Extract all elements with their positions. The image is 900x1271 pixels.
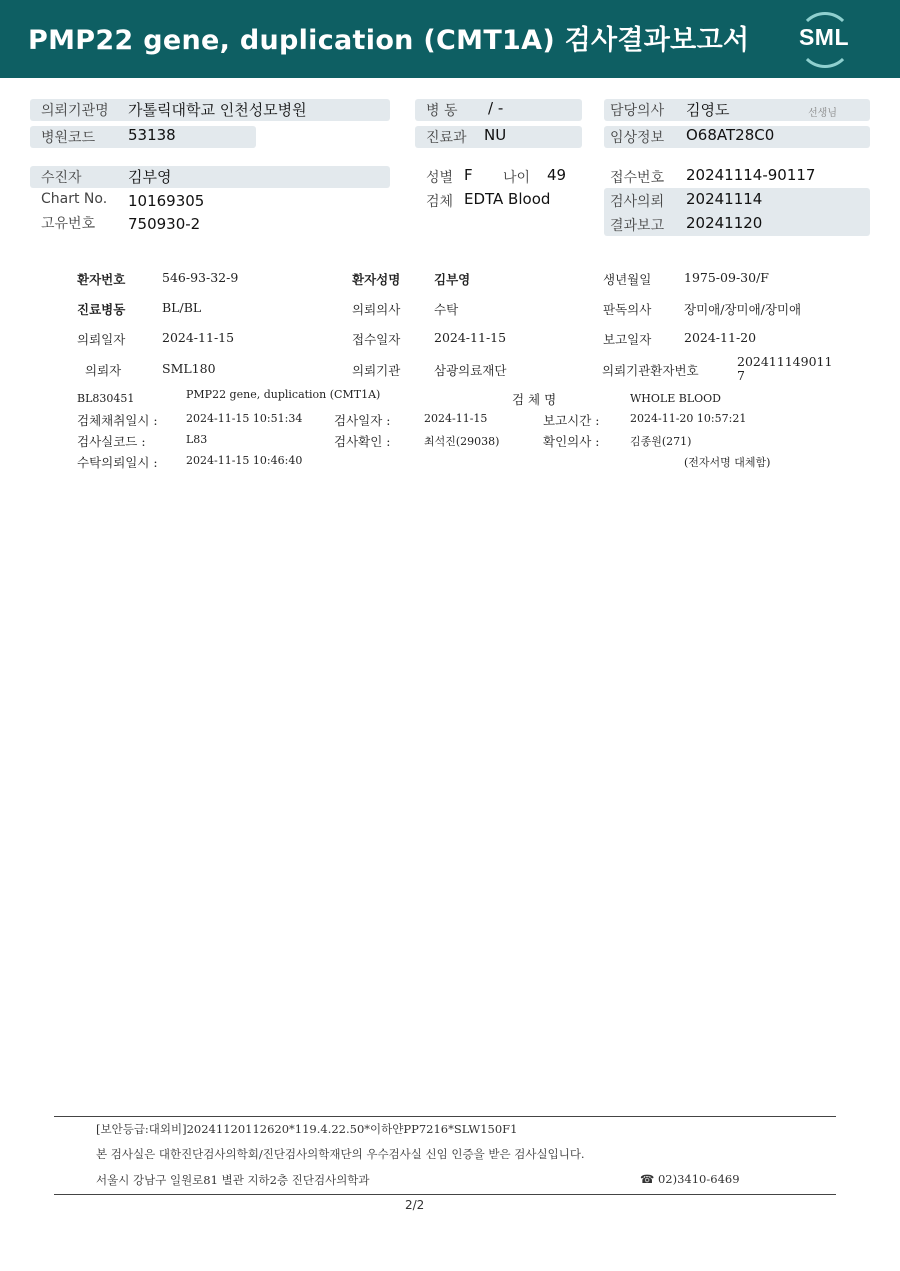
confirmer-value: 김종원(271)	[630, 435, 692, 448]
dob-label: 생년월일	[603, 272, 652, 287]
report-time-label: 보고시간 :	[543, 413, 600, 428]
rep-date-label: 보고일자	[603, 332, 652, 347]
requester-value: SML180	[162, 361, 216, 376]
chart-value: 10169305	[128, 192, 205, 210]
phone-line: ☎ 02)3410-6469	[640, 1172, 740, 1186]
test-date-value: 2024-11-15	[424, 412, 488, 425]
security-line: [보안등급:대외비]20241120112620*119.4.22.50*이하얀PP7216*SLW150F1	[96, 1122, 518, 1136]
consign-label: 수탁의뢰일시 :	[77, 455, 158, 470]
institution-value: 가톨릭대학교 인천성모병원	[128, 101, 307, 119]
req-doctor-value: 수탁	[434, 302, 459, 317]
test-code: BL830451	[77, 392, 135, 405]
confirmer-label: 확인의사 :	[543, 434, 600, 449]
footer-bottom-divider	[54, 1194, 836, 1195]
test-date-label: 검사일자 :	[334, 413, 391, 428]
req-doctor-label: 의뢰의사	[352, 302, 401, 317]
inst-patient-no-value-2: 7	[737, 368, 745, 383]
lab-code-label: 검사실코드 :	[77, 434, 146, 449]
requester-label: 의뢰자	[85, 363, 122, 378]
patient-value: 김부영	[128, 168, 172, 186]
inst-patient-no-value-1: 202411149011	[737, 354, 833, 369]
recv-date-value: 2024-11-15	[434, 330, 507, 345]
specimen-name-label: 검 체 명	[512, 392, 557, 407]
patient-row	[30, 166, 390, 188]
doctor-value: 김영도	[686, 101, 730, 119]
recv-date-label: 접수일자	[352, 332, 401, 347]
request-value: 20241114	[686, 190, 763, 208]
clinical-value: O68AT28C0	[686, 126, 775, 144]
report-label: 결과보고	[610, 218, 665, 234]
dept-value: NU	[484, 126, 507, 144]
collect-label: 검체채취일시 :	[77, 413, 158, 428]
doctor-label: 담당의사	[610, 103, 665, 119]
patient-name-value: 김부영	[434, 272, 471, 287]
unique-label: 고유번호	[41, 216, 96, 232]
receipt-value: 20241114-90117	[686, 166, 816, 184]
hospital-code-value: 53138	[128, 126, 176, 144]
lab-code-value: L83	[186, 433, 208, 446]
collect-value: 2024-11-15 10:51:34	[186, 412, 303, 425]
chart-label: Chart No.	[41, 191, 108, 207]
specimen-value: EDTA Blood	[464, 190, 551, 208]
e-sign-note: (전자서명 대체함)	[684, 456, 771, 469]
doctor-suffix: 선생님	[808, 108, 837, 119]
logo-text: SML	[798, 24, 850, 50]
age-value: 49	[547, 166, 567, 184]
report-title: PMP22 gene, duplication (CMT1A) 검사결과보고서	[28, 25, 750, 56]
reader-value: 장미애/장미애/장미애	[684, 302, 802, 317]
sex-label: 성별	[426, 170, 454, 186]
sml-logo	[792, 10, 856, 70]
sex-value: F	[464, 166, 473, 184]
tester-label: 검사확인 :	[334, 434, 391, 449]
test-name: PMP22 gene, duplication (CMT1A)	[186, 388, 381, 401]
dob-value: 1975-09-30/F	[684, 270, 769, 285]
request-label: 검사의뢰	[610, 194, 665, 210]
institution-label: 의뢰기관명	[41, 103, 109, 119]
report-header	[0, 0, 900, 78]
address-line: 서울시 강남구 일원로81 별관 지하2층 진단검사의학과	[96, 1173, 370, 1187]
patient-name-label: 환자성명	[352, 272, 401, 287]
specimen-name-value: WHOLE BLOOD	[630, 392, 721, 405]
footer-top-divider	[54, 1116, 836, 1117]
req-date-value: 2024-11-15	[162, 330, 235, 345]
ward-code-value: BL/BL	[162, 300, 202, 315]
certification-line: 본 검사실은 대한진단검사의학회/진단검사의학재단의 우수검사실 신임 인증을 받은 검사실입니다.	[96, 1147, 585, 1161]
tester-value: 최석진(29038)	[424, 435, 500, 448]
req-inst-value: 삼광의료재단	[434, 363, 507, 378]
ward-value: / -	[488, 99, 504, 117]
report-time-value: 2024-11-20 10:57:21	[630, 412, 747, 425]
patient-no-label: 환자번호	[77, 272, 126, 287]
inst-patient-no-label: 의뢰기관환자번호	[602, 363, 699, 378]
ward-label: 병 동	[426, 103, 458, 119]
dept-label: 진료과	[426, 130, 467, 146]
patient-label: 수진자	[41, 170, 82, 186]
req-date-label: 의뢰일자	[77, 332, 126, 347]
unique-value: 750930-2	[128, 215, 201, 233]
specimen-label: 검체	[426, 194, 454, 210]
report-value: 20241120	[686, 214, 763, 232]
ward-code-label: 진료병동	[77, 302, 126, 317]
req-inst-label: 의뢰기관	[352, 363, 401, 378]
receipt-label: 접수번호	[610, 170, 665, 186]
consign-value: 2024-11-15 10:46:40	[186, 454, 303, 467]
page-number: 2/2	[405, 1198, 425, 1212]
clinical-label: 임상정보	[610, 130, 665, 146]
patient-no-value: 546-93-32-9	[162, 270, 239, 285]
age-label: 나이	[503, 170, 531, 186]
reader-label: 판독의사	[603, 302, 652, 317]
hospital-code-label: 병원코드	[41, 130, 96, 146]
rep-date-value: 2024-11-20	[684, 330, 757, 345]
